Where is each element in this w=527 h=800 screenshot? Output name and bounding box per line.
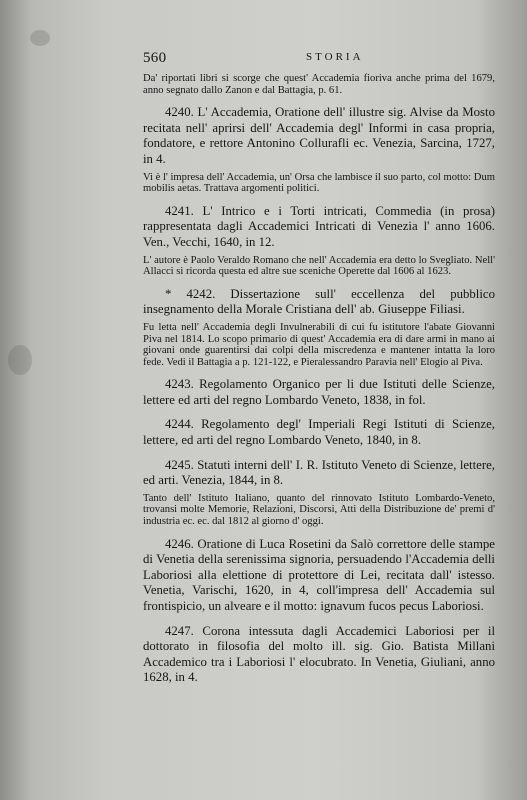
entry-4246: 4246. Oratione di Luca Rosetini da Salò correttore delle stampe di Venetia della serenissima signoria, persuadendo l'Accademia delli Laboriosi alla elettione di protettore di Lei, recitata dall' istesso. Venetia, Varischi, 1620, in 4, coll'impresa dell' Accademia sul frontispicio, un alveare e il motto: ignavum fucos pecus Laboriosi. [143, 536, 495, 613]
entry-4247: 4247. Corona intessuta dagli Accademici Laboriosi per il dottorato in filosofia del molto ill. sig. Gio. Batista Millani Accademico tra i Laboriosi l' elocubrato. In Venetia, Giuliani, anno 1628, in 4. [143, 623, 495, 685]
body-text [143, 73, 495, 686]
section-title: STORIA [306, 51, 364, 63]
note-paragraph: Vi è l' impresa dell' Accademia, un' Orsa che lambisce il suo parto, col motto: Dum mobilis aetas. Trattava argomenti politici. [143, 171, 495, 195]
entry-4241: 4241. L' Intrico e i Torti intricati, Commedia (in prosa) rappresentata dagli Accademici Intricati di Venezia l' anno 1606. Ven., Vecchi, 1640, in 12. [143, 203, 495, 249]
entry-4243: 4243. Regolamento Organico per li due Istituti delle Scienze, lettere ed arti del regno Lombardo Veneto, 1838, in fol. [143, 377, 495, 407]
running-head [143, 50, 503, 66]
entry-4245: 4245. Statuti interni dell' I. R. Istituto Veneto di Scienze, lettere, ed arti. Venezia, 1844, in 8. [143, 457, 495, 488]
note-paragraph: Fu letta nell' Accademia degli Invulnerabili di cui fu istitutore l'abate Giovanni Piva nel 1814. Lo scopo primario di quest' Accademia era di dare armi in mano ai giovani onde guarentirsi dai colpi della miscredenza e mantener intatta la loro fede. Vedi il Battagia a p. 121-122, e Pieralessandro Paravia nell' Elogio al Piva. [143, 321, 495, 368]
entry-4242: * 4242. Dissertazione sull' eccellenza del pubblico insegnamento della Morale Cristiana dell' ab. Giuseppe Filiasi. [143, 286, 495, 317]
entry-4244: 4244. Regolamento degl' Imperiali Regi Istituti di Scienze, lettere, ed arti del regno Lombardo Veneto, 1840, in 8. [143, 417, 495, 448]
entry-4240: 4240. L' Accademia, Oratione dell' illustre sig. Alvise da Mosto recitata nell' aprirsi dell' Accademia degl' Informi in casa propria, fondatore, e rettore Antonino Collurafli ec. Venezia, Sarcina, 1727, in 4. [143, 105, 495, 166]
ink-smudge [8, 345, 32, 375]
note-paragraph: Tanto dell' Istituto Italiano, quanto del rinnovato Istituto Lombardo-Veneto, trovansi molte Memorie, Relazioni, Discorsi, Atti della Distribuzione de' premi d' industria ec. ec. dal 1812 al giorno d' oggi. [143, 492, 495, 528]
ink-smudge [30, 30, 50, 46]
page-number: 560 [143, 50, 167, 66]
note-paragraph: Da' riportati libri si scorge che quest' Accademia fioriva anche prima del 1679, anno segnato dallo Zanon e dal Battagia, p. 61. [143, 73, 495, 96]
note-paragraph: L' autore è Paolo Veraldo Romano che nell' Accademia era detto lo Svegliato. Nell' Allacci si ricorda questa ed altre sue sceniche Operette dal 1606 al 1623. [143, 254, 495, 278]
